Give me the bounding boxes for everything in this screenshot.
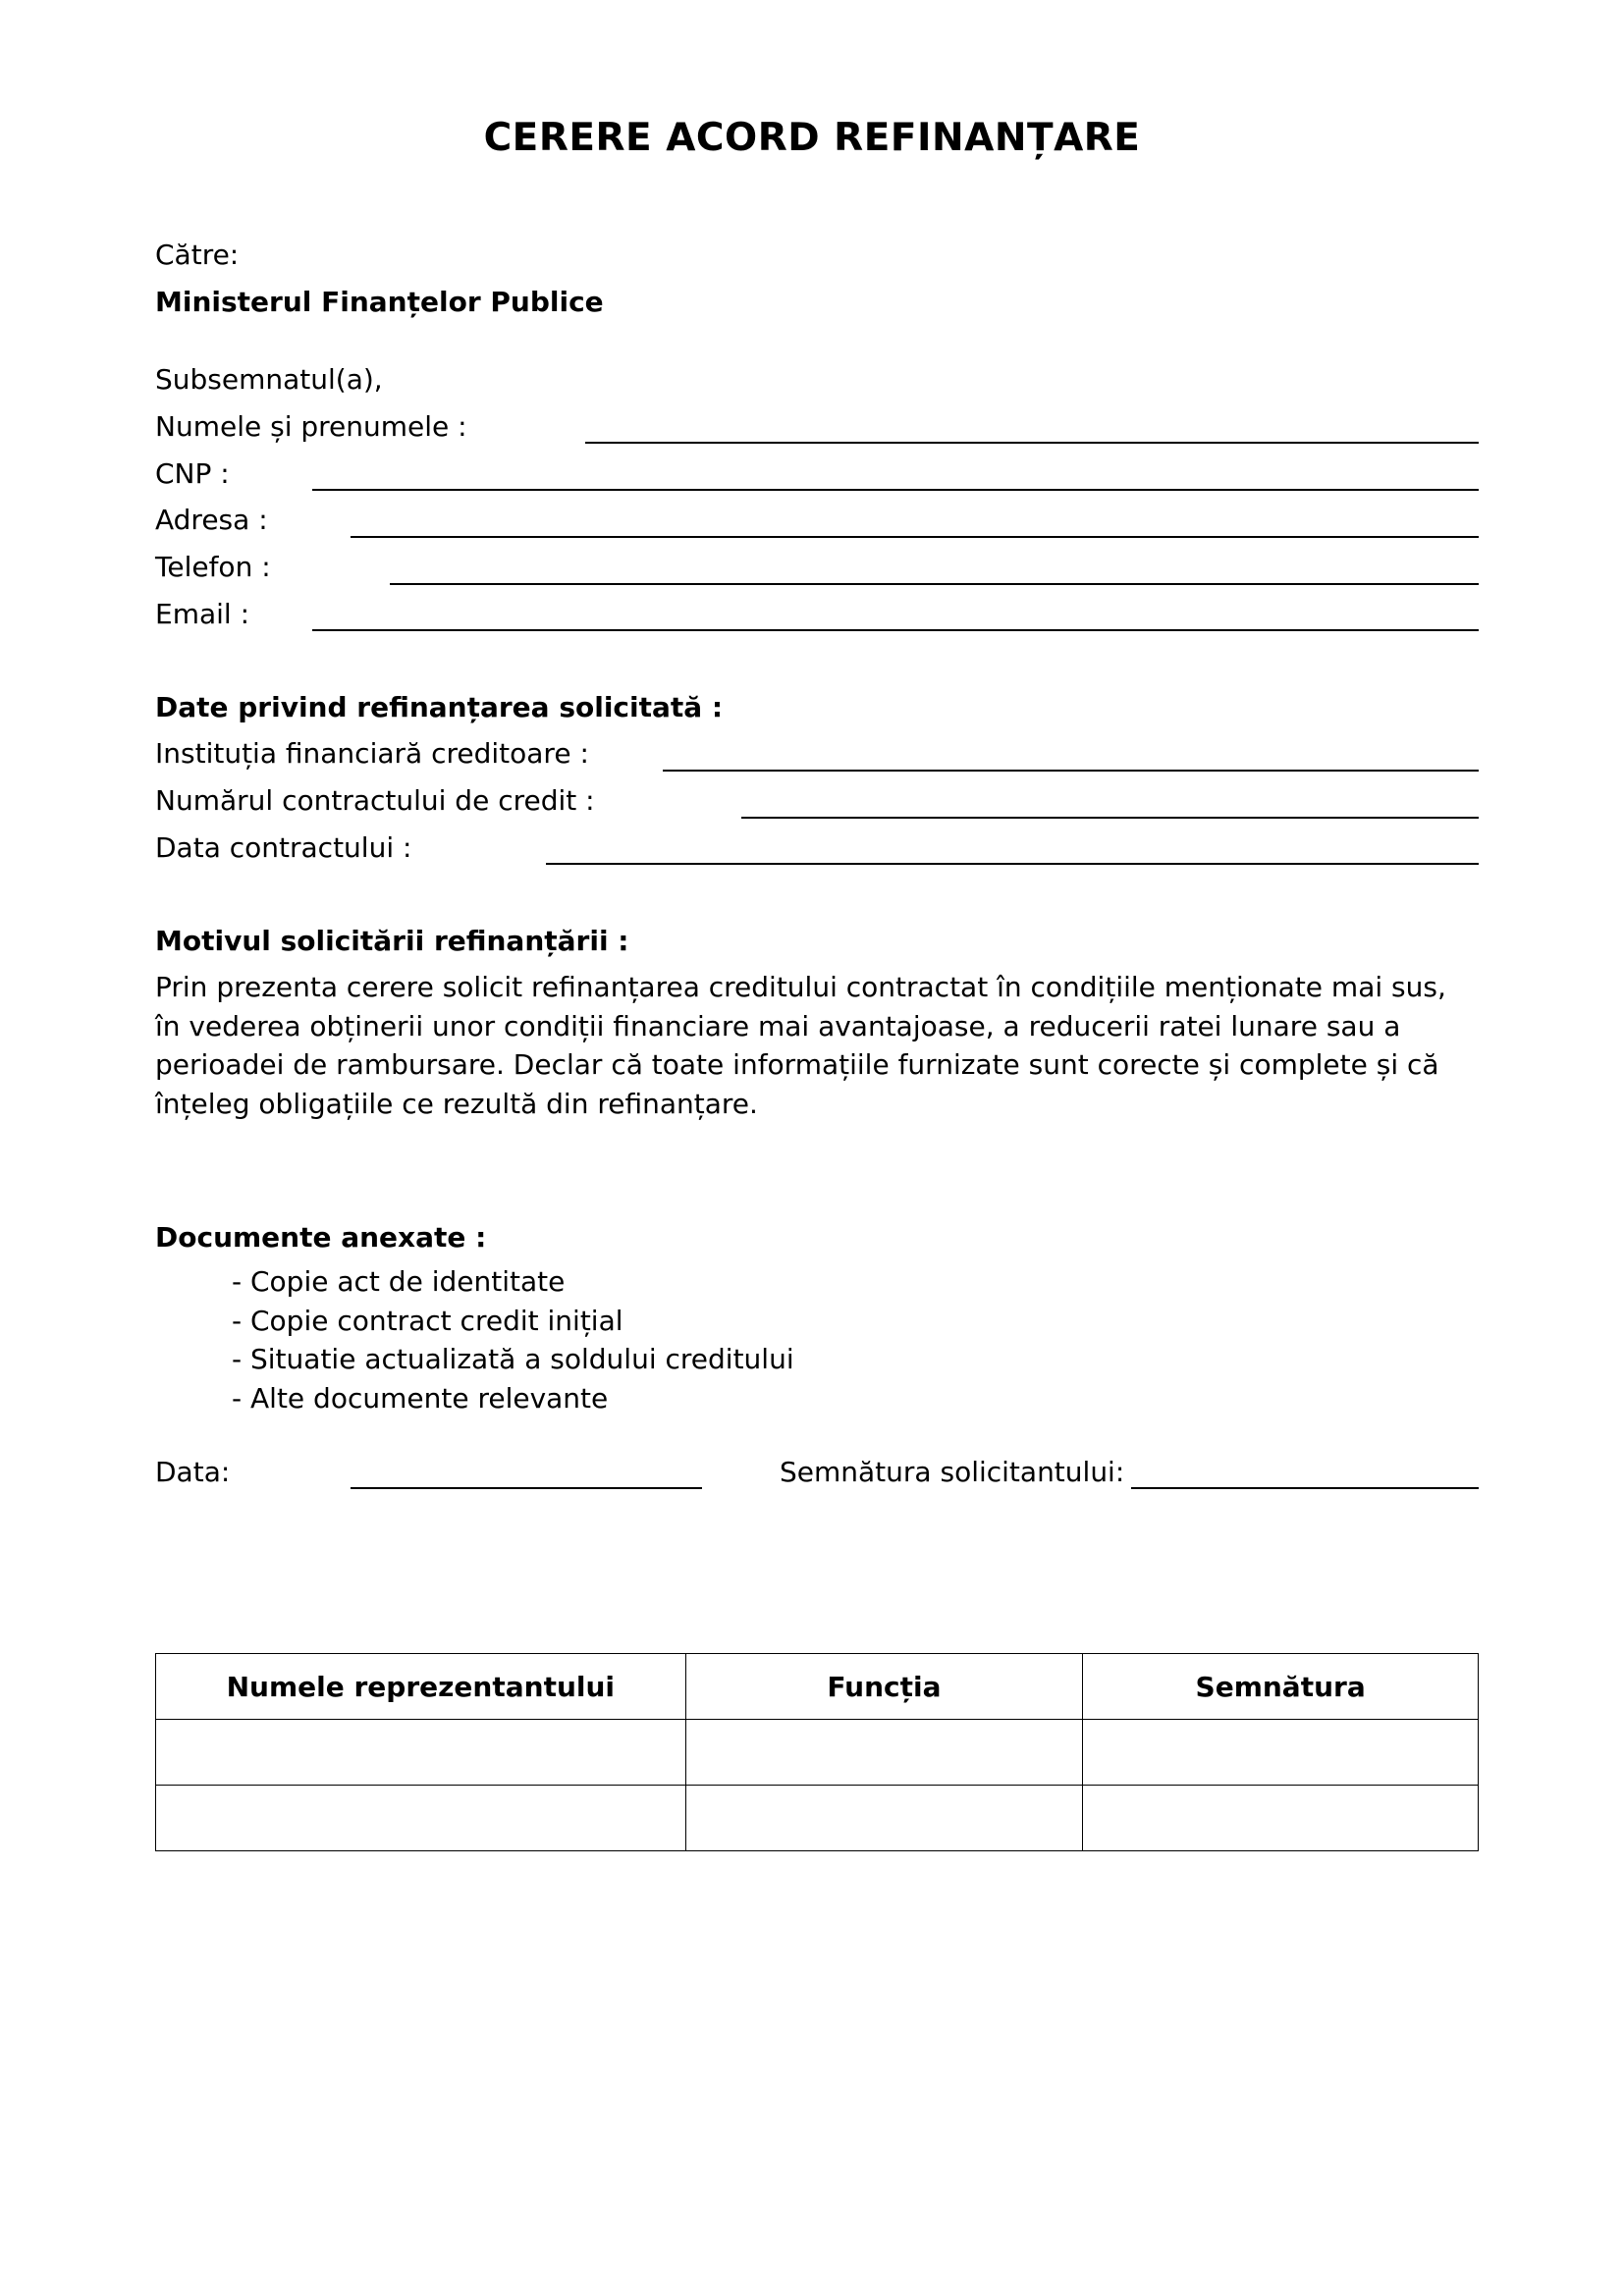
reason-line: înțeleg obligațiile ce rezultă din refinanțare.	[155, 1087, 758, 1120]
recipient-name: Ministerul Finanțelor Publice	[155, 286, 604, 318]
applicant-signature-field[interactable]	[1131, 1487, 1479, 1489]
table-row	[156, 1786, 1479, 1851]
address-field[interactable]	[351, 536, 1479, 538]
column-header-signature: Semnătura	[1083, 1654, 1479, 1720]
contract-date-label: Data contractului :	[155, 831, 412, 864]
address-label: Adresa :	[155, 504, 268, 536]
table-cell[interactable]	[685, 1720, 1083, 1786]
cnp-label: CNP :	[155, 457, 230, 490]
list-item: - Alte documente relevante	[232, 1381, 609, 1415]
date-label: Data:	[155, 1456, 231, 1488]
column-header-function: Funcția	[685, 1654, 1083, 1720]
applicant-intro: Subsemnatul(a),	[155, 363, 383, 396]
representatives-table	[155, 1653, 1479, 1851]
table-row	[156, 1720, 1479, 1786]
email-label: Email :	[155, 598, 250, 630]
table-header-row	[156, 1654, 1479, 1720]
contract-number-field[interactable]	[741, 817, 1479, 819]
table-cell[interactable]	[1083, 1720, 1479, 1786]
institution-field[interactable]	[663, 770, 1479, 772]
applicant-signature-label: Semnătura solicitantului:	[780, 1456, 1125, 1488]
attachments-heading: Documente anexate :	[155, 1221, 487, 1254]
recipient-label: Către:	[155, 239, 240, 271]
phone-label: Telefon :	[155, 551, 271, 583]
document-title: CERERE ACORD REFINANȚARE	[483, 116, 1141, 160]
reason-line: perioadei de rambursare. Declar că toate informațiile furnizate sunt corecte și complete și că	[155, 1048, 1439, 1081]
refinancing-heading: Date privind refinanțarea solicitată :	[155, 691, 724, 723]
institution-label: Instituția financiară creditoare :	[155, 737, 589, 770]
name-label: Numele și prenumele :	[155, 410, 467, 443]
contract-number-label: Numărul contractului de credit :	[155, 784, 595, 817]
name-field[interactable]	[585, 442, 1479, 444]
reason-paragraph	[155, 968, 1490, 1123]
table-cell[interactable]	[156, 1720, 686, 1786]
date-field[interactable]	[351, 1487, 702, 1489]
list-item: - Situatie actualizată a soldului creditului	[232, 1343, 794, 1375]
attachments-list	[232, 1262, 794, 1417]
table-cell[interactable]	[156, 1786, 686, 1851]
reason-line: Prin prezenta cerere solicit refinanțarea creditului contractat în condițiile menționate mai sus,	[155, 971, 1446, 1003]
table-cell[interactable]	[1083, 1786, 1479, 1851]
email-field[interactable]	[312, 629, 1479, 631]
cnp-field[interactable]	[312, 489, 1479, 491]
list-item: - Copie contract credit inițial	[232, 1304, 623, 1337]
phone-field[interactable]	[390, 583, 1479, 585]
contract-date-field[interactable]	[546, 863, 1479, 865]
table-cell[interactable]	[685, 1786, 1083, 1851]
reason-line: în vederea obținerii unor condiții financiare mai avantajoase, a reducerii ratei lunare sau a	[155, 1009, 1401, 1042]
reason-heading: Motivul solicitării refinanțării :	[155, 925, 629, 957]
column-header-name: Numele reprezentantului	[156, 1654, 686, 1720]
list-item: - Copie act de identitate	[232, 1265, 566, 1298]
